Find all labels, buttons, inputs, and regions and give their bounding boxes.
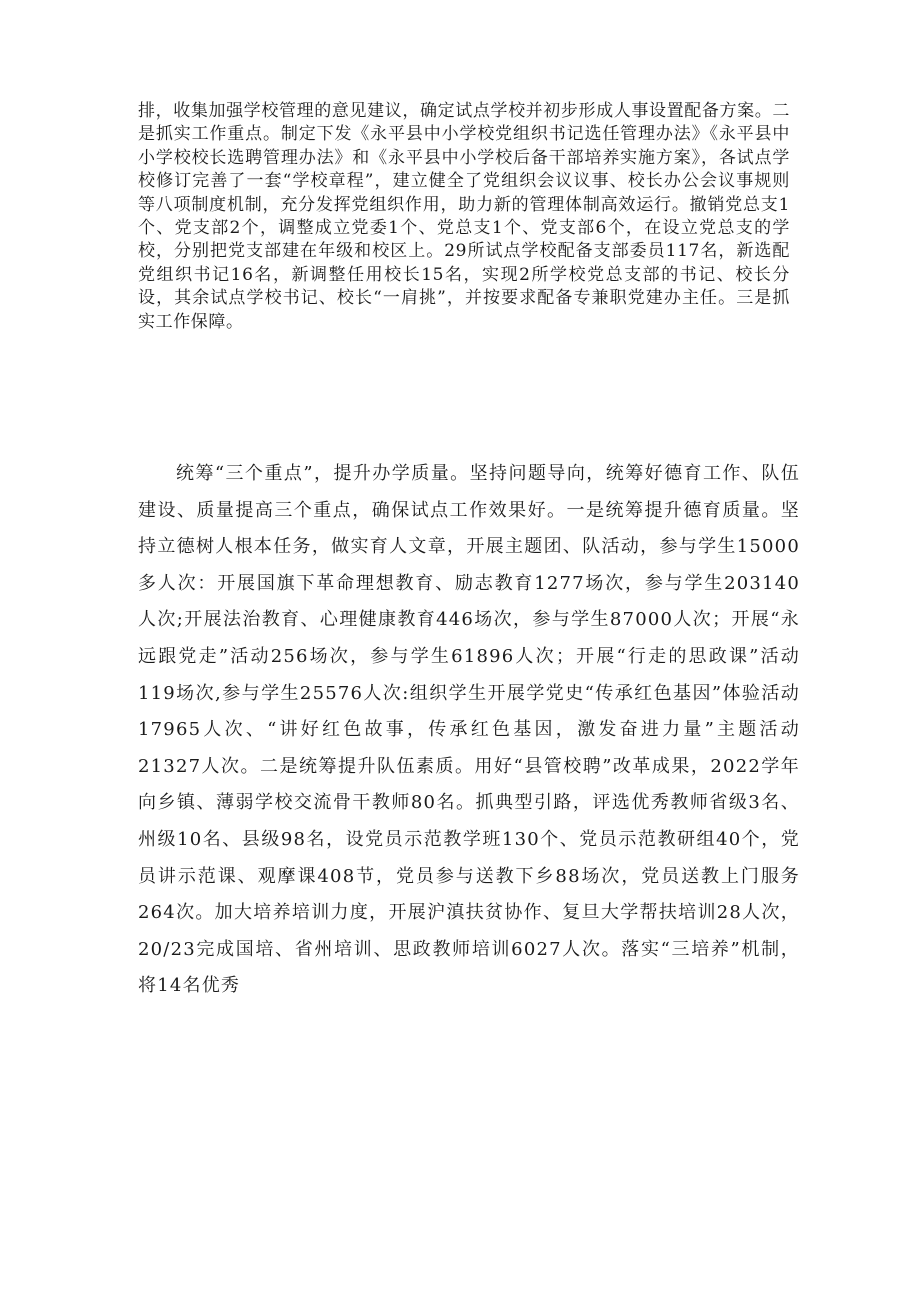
paragraph-personnel-reform: 排，收集加强学校管理的意见建议，确定试点学校并初步形成人事设置配备方案。二是抓实工作重点。制定下发《永平县中小学校党组织书记选任管理办法》《永平县中小学校校长选聘管理办法》和《永平县中小学校后备干部培养实施方案》，各试点学校修订完善了一套“学校章程”，建立健全了党组织会议议事、校长办公会议事规则等八项制度机制，充分发挥党组织作用，助力新的管理体制高效运行。撤销党总支1个、党支部2个，调整成立党委1个、党总支1个、党支部6个，在设立党总支的学校，分别把党支部建在年级和校区上。29所试点学校配备支部委员117名，新选配党组织书记16名，新调整任用校长15名，实现2所学校党总支部的书记、校长分设，其余试点学校书记、校长“一肩挑”，并按要求配备专兼职党建办主任。三是抓实工作保障。 xyxy=(138,101,790,332)
paragraph-education-quality: 统筹“三个重点”，提升办学质量。坚持问题导向，统筹好德育工作、队伍建设、质量提高三个重点，确保试点工作效果好。一是统筹提升德育质量。坚持立德树人根本任务，做实育人文章，开展主题团、队活动，参与学生15000多人次：开展国旗下革命理想教育、励志教育1277场次，参与学生203140人次;开展法治教育、心理健康教育446场次，参与学生87000人次；开展“永远跟党走”活动256场次，参与学生61896人次；开展“行走的思政课”活动119场次,参与学生25576人次:组织学生开展学党史“传承红色基因”体验活动17965人次、“讲好红色故事，传承红色基因，激发奋进力量”主题活动21327人次。二是统筹提升队伍素质。用好“县管校聘”改革成果，2022学年向乡镇、薄弱学校交流骨干教师80名。抓典型引路，评选优秀教师省级3名、州级10名、县级98名，设党员示范教学班130个、党员示范教研组40个，党员讲示范课、观摩课408节，党员参与送教下乡88场次，党员送教上门服务264次。加大培养培训力度，开展沪滇扶贫协作、复旦大学帮扶培训28人次，20/23完成国培、省州培训、思政教师培训6027人次。落实“三培养”机制，将14名优秀 xyxy=(138,463,800,997)
